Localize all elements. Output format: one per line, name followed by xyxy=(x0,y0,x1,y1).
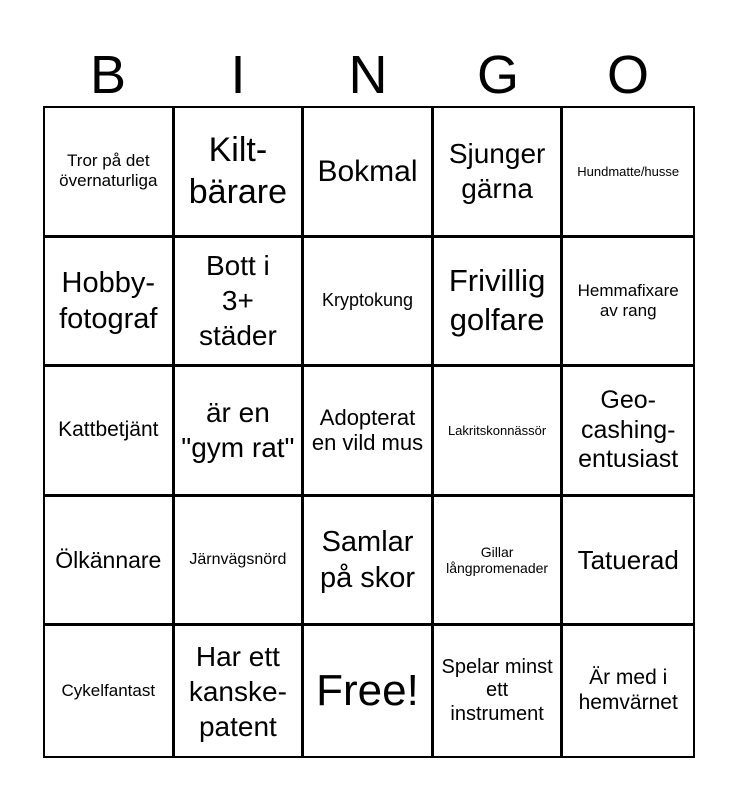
bingo-cell[interactable]: Kryptokung xyxy=(304,238,434,368)
bingo-cell[interactable]: Kattbetjänt xyxy=(45,367,175,497)
bingo-cell[interactable]: Samlar på skor xyxy=(304,497,434,627)
bingo-cell[interactable]: Hemmafixare av rang xyxy=(563,238,693,368)
bingo-cell[interactable]: Spelar minst ett instrument xyxy=(434,626,564,756)
bingo-cell[interactable]: Cykelfantast xyxy=(45,626,175,756)
bingo-cell[interactable]: Är med i hemvärnet xyxy=(578,666,678,715)
bingo-cell[interactable]: Sjunger gärna xyxy=(434,108,564,238)
bingo-cell[interactable]: Tatuerad xyxy=(563,497,693,627)
title-letter-o: O xyxy=(606,45,649,105)
bingo-cell[interactable]: Adopterat en vild mus xyxy=(304,367,434,497)
title-letter-i: I xyxy=(230,45,246,105)
bingo-cell[interactable]: Ölkännare xyxy=(45,497,175,627)
bingo-cell[interactable]: Bott i 3+ städer xyxy=(175,238,305,368)
bingo-grid xyxy=(43,106,695,758)
title-letter-g: G xyxy=(476,45,519,105)
bingo-cell[interactable]: är en "gym rat" xyxy=(175,367,305,497)
bingo-title xyxy=(43,44,693,106)
bingo-cell[interactable]: Järnvägsnörd xyxy=(175,497,305,627)
title-letter-n: N xyxy=(348,45,388,105)
bingo-cell[interactable]: Lakritskonnässör xyxy=(434,367,564,497)
title-letter-b: B xyxy=(89,45,127,105)
bingo-cell[interactable]: Hobby- fotograf xyxy=(45,238,175,368)
bingo-cell[interactable]: Frivillig golfare xyxy=(434,238,564,368)
bingo-cell[interactable]: Bokmal xyxy=(304,108,434,238)
bingo-cell[interactable]: Har ett kanske- patent xyxy=(175,626,305,756)
bingo-cell[interactable]: Tror på det övernaturliga xyxy=(45,108,175,238)
bingo-cell[interactable]: Geo- cashing- entusiast xyxy=(563,367,693,497)
bingo-cell[interactable]: Gillar långpromenader xyxy=(434,497,564,627)
free-space-cell[interactable]: Free! xyxy=(304,626,434,756)
bingo-cell[interactable]: Kilt- bärare xyxy=(175,108,305,238)
bingo-cell[interactable]: Hundmatte/husse xyxy=(563,108,693,238)
